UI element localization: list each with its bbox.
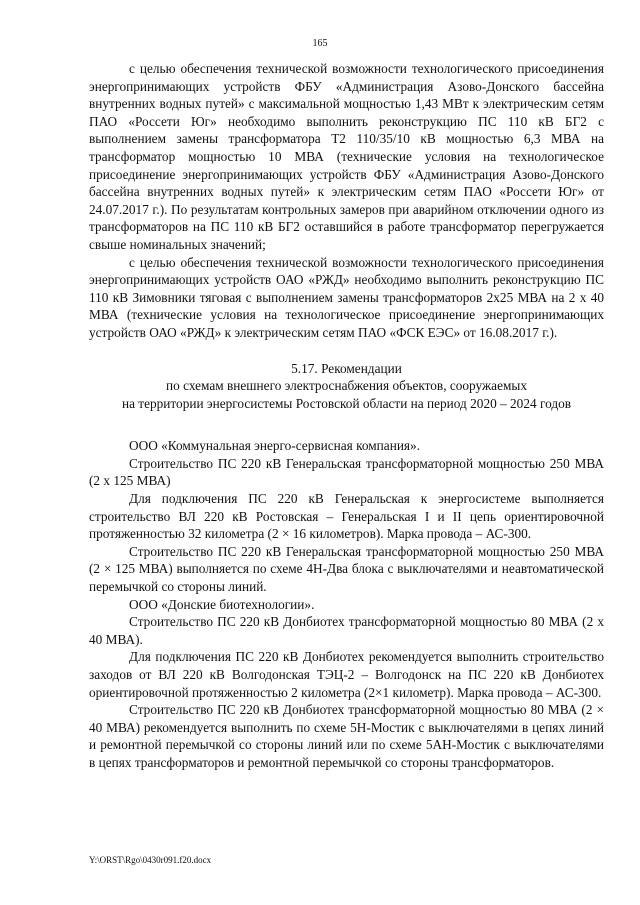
paragraph-bg2-reconstruction: с целью обеспечения технической возможности технологического присоединения энергопринимающих устройств ФБУ «Администрация Азово-Донского бассейна внутренних водных путей» с максимальной мощностью 1,43 МВт к электрическим сетям ПАО «Россети Юг» необходимо выполнить реконструкцию ПС 110 кВ БГ2 с выполнением замены трансформатора Т2 110/35/10 кВ мощностью 6,3 МВА на трансформатор мощностью 10 МВА (технические условия на технологическое присоединение энергопринимающих устройств ФБУ «Администрация Азово-Донского бассейна внутренних водных путей» к электрическим сетям ПАО «Россети Юг» от 24.07.2017 г.). По результатам контрольных замеров при аварийном отключении одного из трансформаторов на ПС 110 кВ БГ2 оставшийся в работе трансформатор перегружается свыше номинальных значений;: [89, 61, 604, 252]
footer-file-path: Y:\ORST\Rgo\0430r091.f20.docx: [89, 855, 212, 865]
paragraph-generalskaya-connection: Для подключения ПС 220 кВ Генеральская к энергосистеме выполняется строительство ВЛ 220 кВ Ростовская – Генеральская I и II цепь ориентировочной протяженностью 32 километра (2 × 16 километров). Марка провода – АС-300.: [89, 491, 604, 542]
paragraph-generalskaya-construction: Строительство ПС 220 кВ Генеральская трансформаторной мощностью 250 МВА (2 х 125 МВА): [89, 455, 604, 489]
section-heading-line: на территории энергосистемы Ростовской области на период 2020 – 2024 годов: [121, 395, 572, 411]
paragraph-donbiotech-connection: Для подключения ПС 220 кВ Донбиотех рекомендуется выполнить строительство заходов от ВЛ 220 кВ Волгодонская ТЭЦ-2 – Волгодонск на ПС 220 кВ Донбиотех ориентировочной протяженностью 2 километра (2×1 километр). Марка провода – АС-300.: [89, 649, 604, 700]
section-heading-line: 5.17. Рекомендации: [291, 360, 402, 376]
paragraph-company-kesk: ООО «Коммунальная энерго-сервисная компания».: [129, 438, 421, 454]
section-heading-line: по схемам внешнего электроснабжения объектов, сооружаемых: [166, 378, 527, 394]
section-heading: [89, 360, 604, 413]
document-body: [89, 60, 604, 772]
paragraph-donbiotech-construction: Строительство ПС 220 кВ Донбиотех трансформаторной мощностью 80 МВА (2 х 40 МВА).: [89, 614, 604, 647]
paragraph-generalskaya-scheme: Строительство ПС 220 кВ Генеральская трансформаторной мощностью 250 МВА (2 × 125 МВА) выполняется по схеме 4Н-Два блока с выключателями и неавтоматической перемычкой со стороны линий.: [89, 543, 604, 595]
paragraph-zimovniki-reconstruction: с целью обеспечения технической возможности технологического присоединения энергопринимающих устройств ОАО «РЖД» необходимо выполнить реконструкцию ПС 110 кВ Зимовники тяговая с выполнением замены трансформаторов 2х25 МВА на 2 х 40 МВА (технические условия на технологическое присоединение энергопринимающих устройств ОАО «РЖД» к электрическим сетям ПАО «ФСК ЕЭС» от 16.08.2017 г.).: [89, 254, 604, 340]
paragraph-donbiotech-scheme: Строительство ПС 220 кВ Донбиотех трансформаторной мощностью 80 МВА (2 × 40 МВА) рекомендуется выполнить по схеме 5Н-Мостик с выключателями в цепях линий и ремонтной перемычкой со стороны линий или по схеме 5АН-Мостик с выключателями в цепях трансформаторов и ремонтной перемычкой со стороны трансформаторов.: [89, 702, 604, 770]
paragraph-company-donbiotech: ООО «Донские биотехнологии».: [129, 596, 315, 612]
page-number: 165: [312, 38, 328, 49]
